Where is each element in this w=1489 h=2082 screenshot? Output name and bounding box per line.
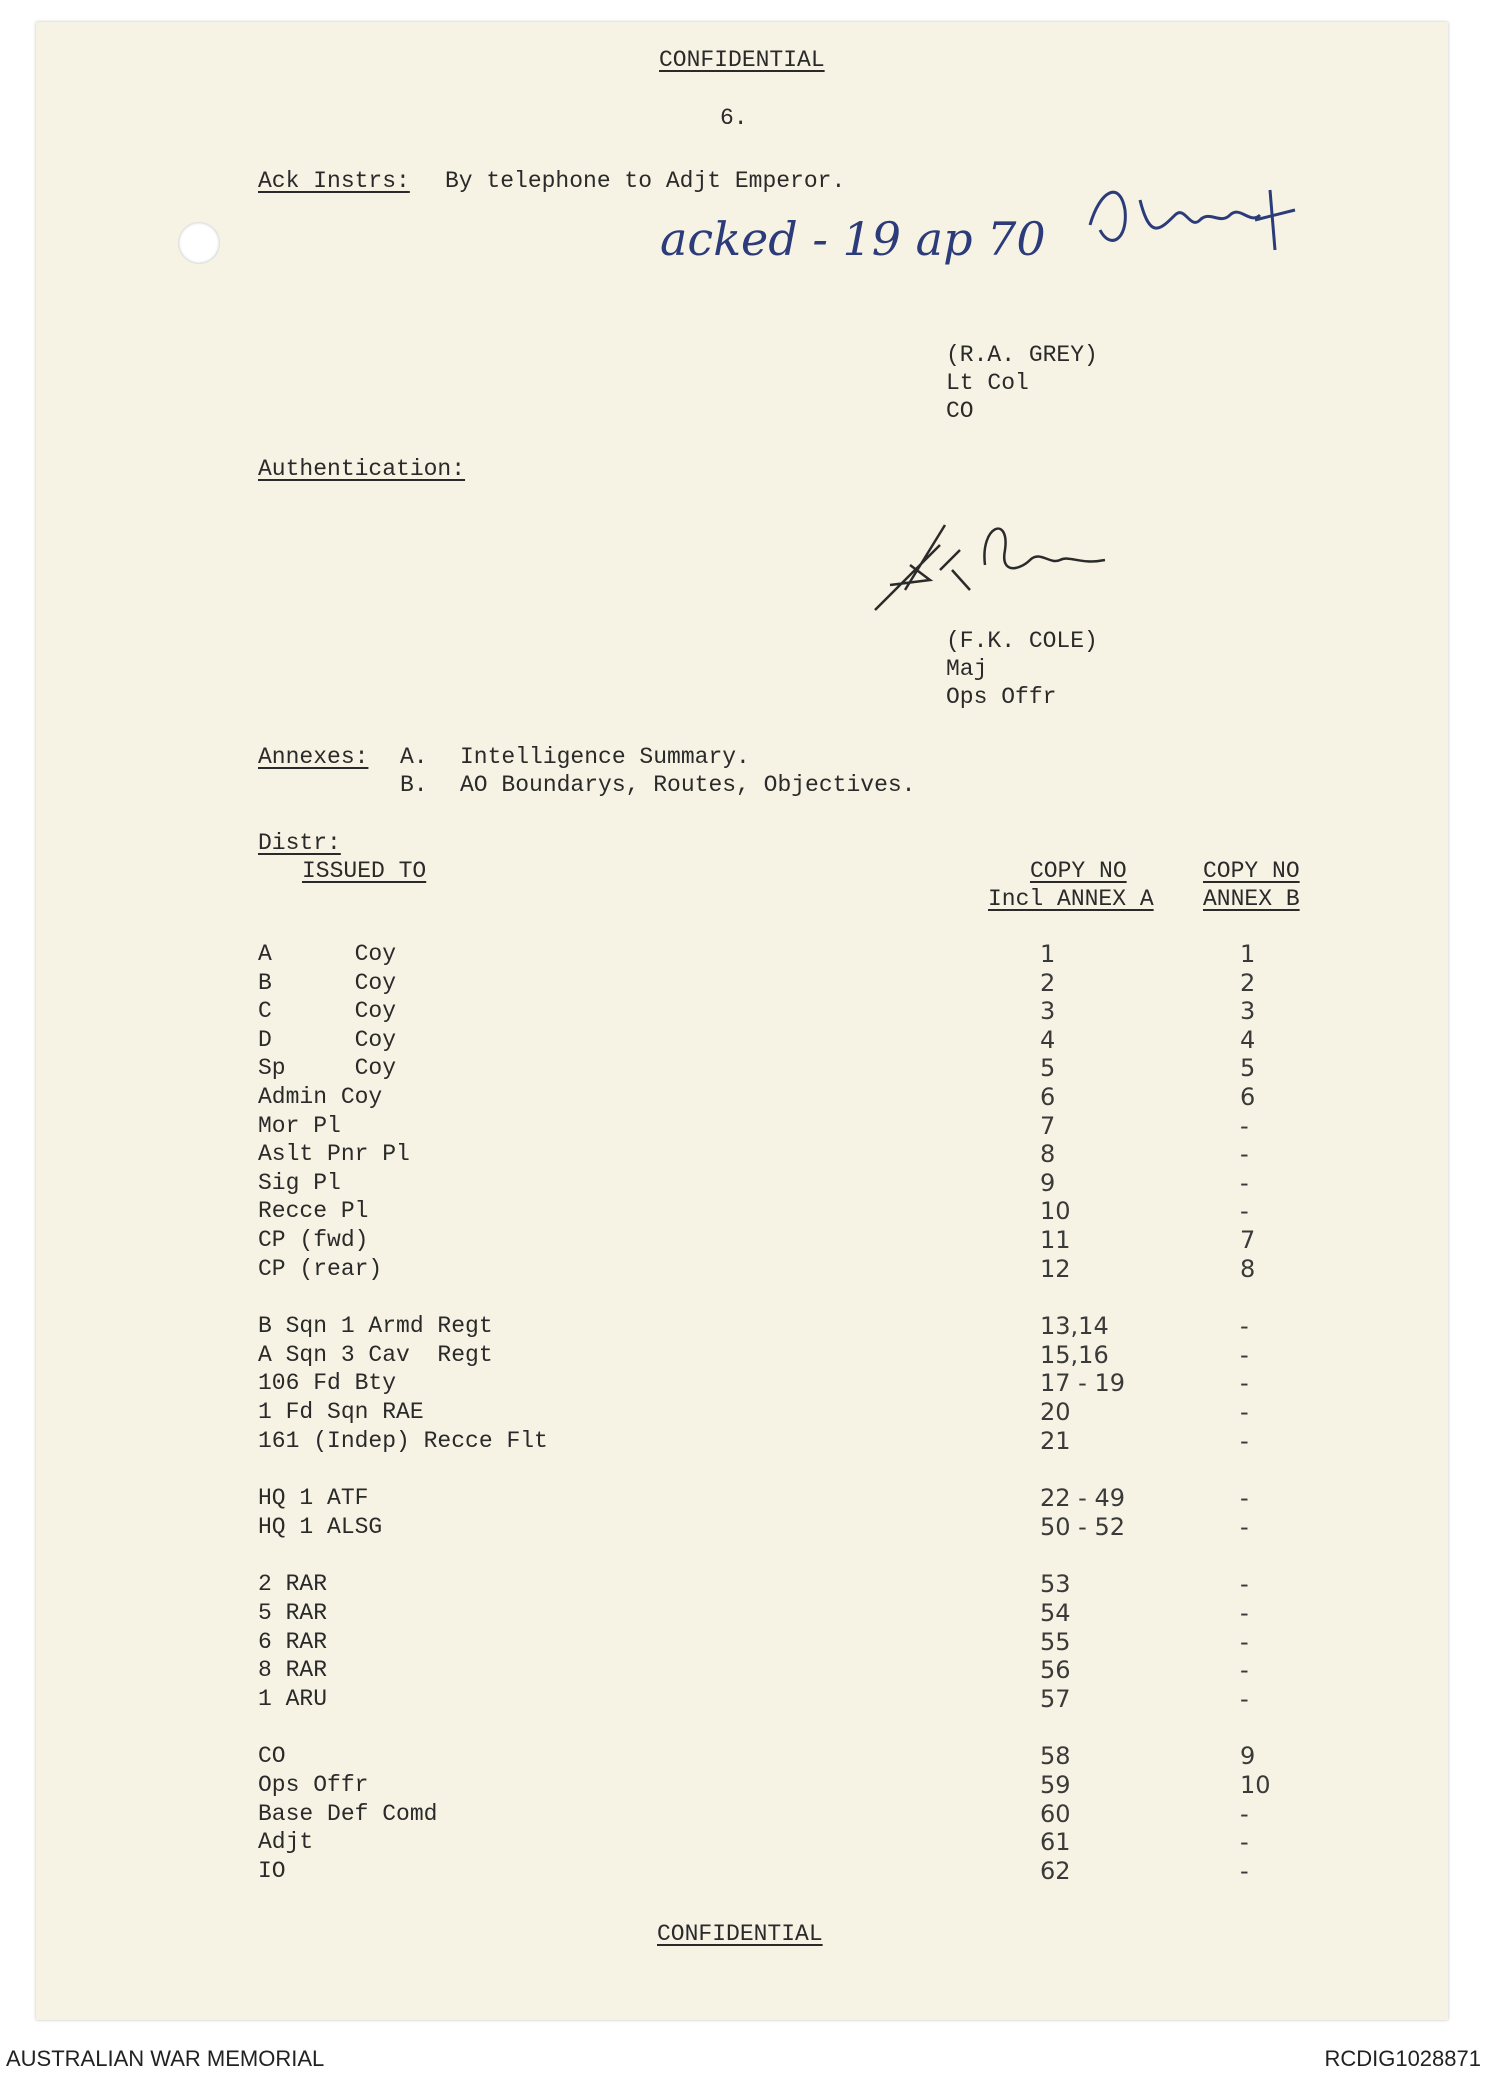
ack-text: By telephone to Adjt Emperor. [445,168,846,194]
archive-label-right: RCDIG1028871 [1324,2046,1481,2071]
copy-a-cell: 15,16 [1040,1340,1109,1369]
copy-b-cell: - [1240,1656,1249,1685]
copy-a-cell: 50 - 52 [1040,1512,1125,1541]
copy-b-cell: - [1240,1340,1249,1369]
archive-label-left: AUSTRALIAN WAR MEMORIAL [6,2046,325,2071]
copy-a-cell: 12 [1040,1254,1071,1283]
copy-a-cell: 9 [1040,1168,1056,1197]
copy-a-cell: 55 [1040,1627,1071,1656]
copy-b-cell: 6 [1240,1083,1256,1111]
copy-a-header-line1: COPY NO [1030,858,1127,884]
copy-a-cell: 5 [1040,1054,1056,1083]
distr-label: Distr: [258,830,341,856]
copy-a-cell: 13,14 [1040,1312,1109,1341]
issued-to-cell: Adjt [258,1829,314,1856]
copy-a-cell: 62 [1040,1856,1071,1885]
copy-b-cell: - [1240,1426,1249,1455]
issued-to-cell: CP (fwd) [258,1227,369,1253]
copy-a-cell: 8 [1040,1140,1056,1169]
copy-b-cell: - [1240,1512,1249,1541]
ops-appointment: Ops Offr [946,684,1057,710]
issued-to-cell: D Coy [258,1026,397,1053]
document-page [36,22,1448,2020]
copy-a-cell: 20 [1040,1398,1071,1426]
page-number: 6. [720,105,748,131]
copy-b-cell: - [1240,1140,1249,1169]
copy-a-cell: 1 [1040,940,1056,968]
copy-a-cell: 3 [1040,997,1056,1026]
copy-b-cell: - [1240,1627,1249,1656]
copy-b-header-line2: ANNEX B [1203,886,1300,912]
copy-b-cell: 10 [1240,1771,1271,1799]
issued-to-cell: A Sqn 3 Cav Regt [258,1341,493,1368]
copy-a-cell: 7 [1040,1111,1056,1140]
issued-to-cell: 106 Fd Bty [258,1370,397,1397]
authentication-label: Authentication: [258,456,466,482]
classification-header: CONFIDENTIAL [659,47,825,73]
copy-b-cell: 9 [1240,1742,1256,1771]
copy-a-cell: 60 [1040,1799,1071,1828]
copy-a-cell: 21 [1040,1426,1071,1455]
issued-to-cell: Base Def Comd [258,1800,438,1827]
copy-b-cell: - [1240,1570,1249,1599]
annex-b-letter: B. [400,772,428,798]
issued-to-cell: IO [258,1857,286,1884]
issued-to-cell: C Coy [258,998,397,1025]
copy-b-cell: - [1240,1197,1249,1226]
copy-b-cell: - [1240,1799,1249,1828]
co-name: (R.A. GREY) [946,342,1098,368]
copy-b-cell: 1 [1240,940,1256,968]
copy-a-cell: 10 [1040,1197,1071,1226]
copy-b-cell: - [1240,1312,1249,1341]
co-rank: Lt Col [946,370,1029,396]
copy-b-cell: 3 [1240,997,1256,1026]
ops-name: (F.K. COLE) [946,628,1098,654]
copy-b-cell: 8 [1240,1254,1256,1283]
copy-b-cell: 7 [1240,1226,1256,1254]
copy-a-cell: 2 [1040,968,1056,997]
issued-to-cell: 161 (Indep) Recce Flt [258,1427,548,1454]
issued-to-cell: 1 ARU [258,1685,328,1712]
copy-b-cell: 4 [1240,1025,1256,1054]
issued-to-cell: Ops Offr [258,1772,369,1798]
handwritten-initials [1080,170,1300,265]
issued-to-cell: HQ 1 ATF [258,1485,369,1512]
copy-a-cell: 17 - 19 [1040,1369,1125,1398]
annexes-label: Annexes: [258,744,369,770]
copy-a-cell: 4 [1040,1025,1056,1054]
punch-hole [178,222,220,264]
issued-to-cell: B Sqn 1 Armd Regt [258,1313,493,1340]
copy-a-cell: 61 [1040,1828,1071,1857]
copy-b-cell: - [1240,1599,1249,1627]
copy-b-cell: 2 [1240,968,1256,997]
issued-to-cell: CP (rear) [258,1255,383,1282]
issued-to-cell: 5 RAR [258,1600,328,1626]
copy-b-cell: - [1240,1828,1249,1857]
issued-to-cell: A Coy [258,941,397,967]
issued-to-cell: Sp Coy [258,1055,397,1082]
copy-a-cell: 56 [1040,1656,1071,1685]
issued-to-cell: Recce Pl [258,1198,369,1225]
copy-a-cell: 54 [1040,1599,1071,1627]
copy-a-cell: 6 [1040,1083,1056,1111]
annex-b-title: AO Boundarys, Routes, Objectives. [460,772,916,798]
issued-to-cell: CO [258,1743,286,1770]
copy-a-cell: 11 [1040,1226,1071,1254]
issued-to-cell: B Coy [258,969,397,996]
copy-b-cell: - [1240,1684,1249,1713]
copy-b-cell: - [1240,1168,1249,1197]
copy-a-header-line2: Incl ANNEX A [988,886,1154,912]
annex-a-letter: A. [400,744,428,770]
copy-a-cell: 59 [1040,1771,1071,1799]
issued-to-cell: Mor Pl [258,1112,341,1139]
copy-b-cell: 5 [1240,1054,1256,1083]
issued-to-cell: Aslt Pnr Pl [258,1141,410,1168]
issued-to-cell: HQ 1 ALSG [258,1513,383,1540]
signature-fk-cole [870,505,1130,620]
copy-a-cell: 22 - 49 [1040,1484,1125,1513]
annex-a-title: Intelligence Summary. [460,744,750,770]
co-appointment: CO [946,398,974,424]
copy-b-cell: - [1240,1484,1249,1513]
handwritten-ack-note: acked - 19 ap 70 [660,212,1046,266]
copy-a-cell: 57 [1040,1684,1071,1713]
copy-b-cell: - [1240,1398,1249,1426]
issued-to-cell: Admin Coy [258,1084,383,1110]
ops-rank: Maj [946,656,988,682]
copy-b-cell: - [1240,1111,1249,1140]
ack-label: Ack Instrs: [258,168,410,194]
copy-a-cell: 58 [1040,1742,1071,1771]
issued-to-cell: Sig Pl [258,1169,341,1196]
issued-to-cell: 2 RAR [258,1571,328,1598]
copy-b-header-line1: COPY NO [1203,858,1300,884]
copy-a-cell: 53 [1040,1570,1071,1599]
issued-to-cell: 8 RAR [258,1657,328,1684]
copy-b-cell: - [1240,1369,1249,1398]
issued-to-cell: 1 Fd Sqn RAE [258,1399,424,1425]
issued-to-header: ISSUED TO [302,858,427,884]
classification-footer: CONFIDENTIAL [657,1921,823,1947]
issued-to-cell: 6 RAR [258,1628,328,1655]
copy-b-cell: - [1240,1856,1249,1885]
